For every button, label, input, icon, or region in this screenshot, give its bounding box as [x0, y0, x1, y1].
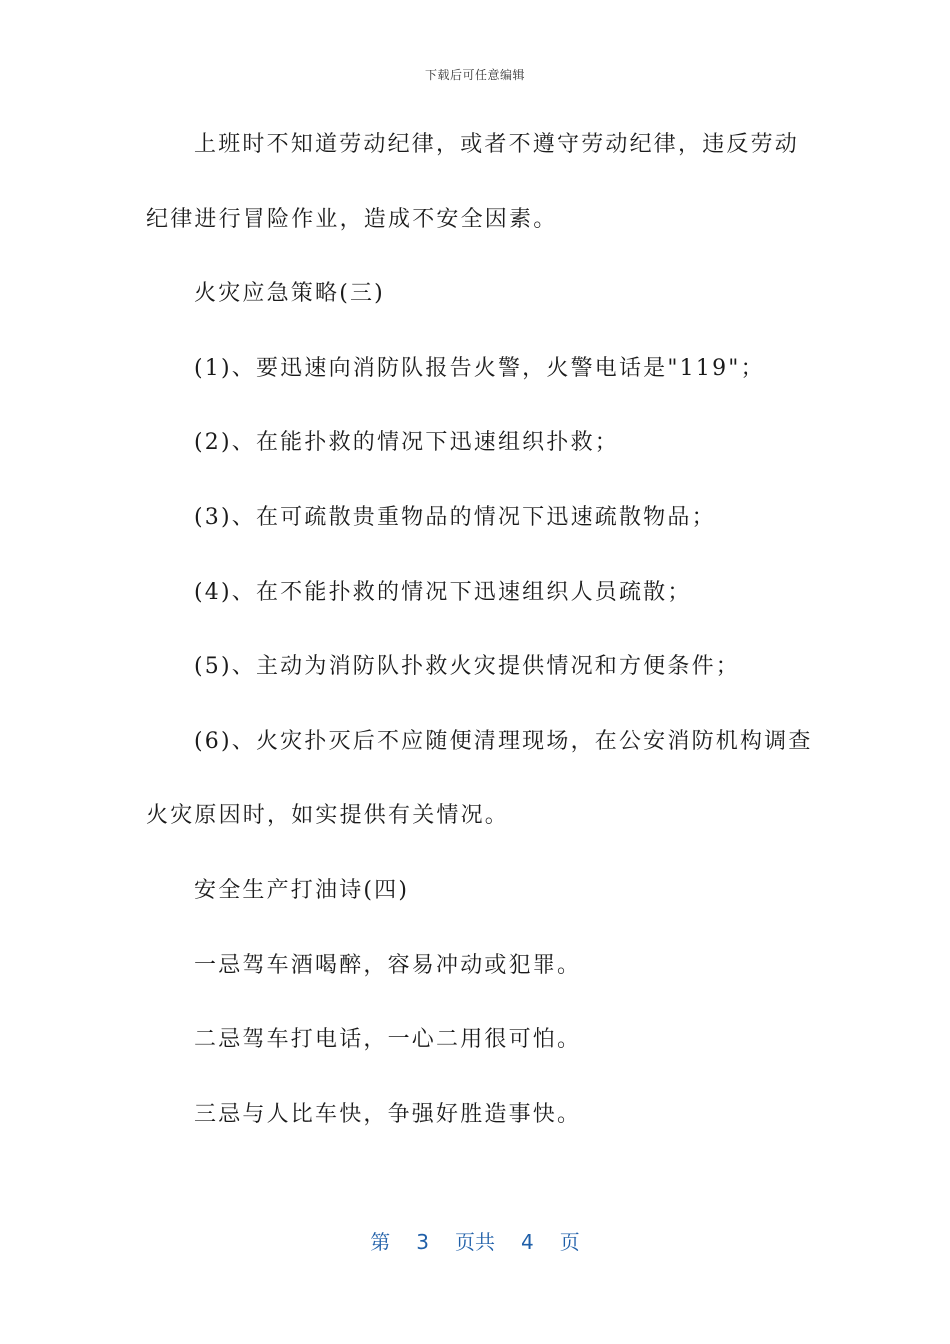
poem-line-1: 一忌驾车酒喝醉，容易冲动或犯罪。	[194, 952, 582, 978]
current-page-number: 3	[416, 1230, 429, 1254]
list-item-2: (2)、在能扑救的情况下迅速组织扑救；	[194, 430, 619, 456]
list-item-1: (1)、要迅速向消防队报告火警，火警电话是"119"；	[194, 355, 765, 381]
poem-line-3: 三忌与人比车快，争强好胜造事快。	[194, 1101, 582, 1127]
footer-middle: 页共	[455, 1230, 495, 1254]
paragraph-labor-discipline: 上班时不知道劳动纪律，或者不遵守劳动纪律，违反劳动纪律进行冒险作业，造成不安全因素。	[146, 132, 800, 232]
footer-prefix: 第	[370, 1230, 391, 1254]
list-item-4: (4)、在不能扑救的情况下迅速组织人员疏散；	[194, 579, 692, 605]
document-body	[146, 108, 816, 1152]
page-footer	[0, 1226, 950, 1255]
poem-line-2: 二忌驾车打电话，一心二用很可怕。	[194, 1027, 582, 1053]
list-item-6: (6)、火灾扑灭后不应随便清理现场，在公安消防机构调查火灾原因时，如实提供有关情况。	[146, 728, 813, 829]
list-item-5: (5)、主动为消防队扑救火灾提供情况和方便条件；	[194, 654, 740, 680]
section-title-fire-emergency: 火灾应急策略(三)	[194, 281, 385, 307]
header-note: 下载后可任意编辑	[424, 68, 525, 82]
total-page-number: 4	[521, 1230, 534, 1254]
list-item-3: (3)、在可疏散贵重物品的情况下迅速疏散物品；	[194, 504, 716, 530]
footer-suffix: 页	[559, 1230, 580, 1254]
section-title-safety-poem: 安全生产打油诗(四)	[194, 877, 410, 903]
